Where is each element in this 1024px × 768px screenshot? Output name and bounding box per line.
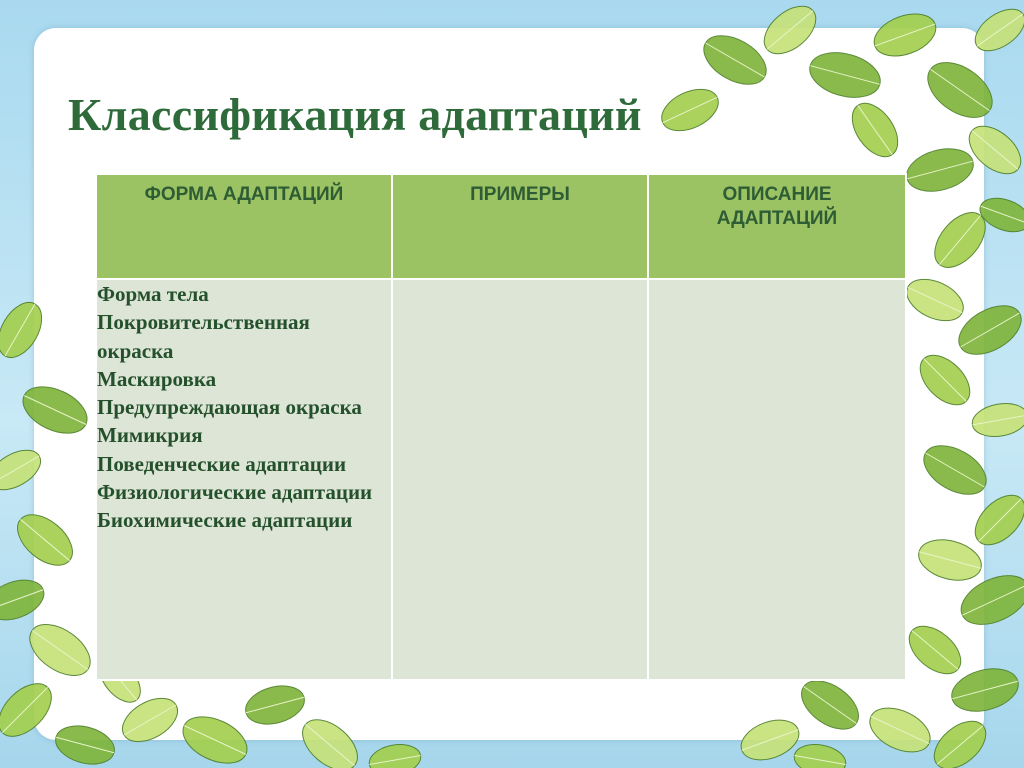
leaf bbox=[367, 741, 423, 768]
form-item: Поведенческие адаптации bbox=[97, 451, 347, 476]
form-item: Маскировка bbox=[97, 366, 217, 391]
leaf bbox=[792, 741, 848, 768]
form-item: Биохимические адаптации bbox=[97, 508, 353, 533]
header-form: ФОРМА АДАПТАЦИЙ bbox=[96, 174, 392, 279]
form-item: Мимикрия bbox=[97, 423, 203, 448]
form-item: Покровительственная окраска bbox=[97, 310, 310, 363]
leaf-vein bbox=[369, 755, 420, 764]
form-item: Форма тела bbox=[97, 282, 209, 306]
leaf-vein bbox=[977, 14, 1023, 46]
form-item: Предупреждающая окраска bbox=[97, 395, 362, 420]
examples-cell bbox=[392, 279, 648, 680]
header-examples: ПРИМЕРЫ bbox=[392, 174, 648, 279]
form-item: Физиологические адаптации bbox=[97, 480, 373, 505]
adaptation-table bbox=[95, 173, 907, 681]
leaf-vein bbox=[5, 304, 35, 356]
slide-title: Классификация адаптаций bbox=[68, 89, 642, 140]
description-cell bbox=[648, 279, 906, 680]
header-description bbox=[648, 174, 906, 279]
forms-cell bbox=[96, 279, 392, 680]
header-description-label: ОПИСАНИЕ АДАПТАЦИЙ bbox=[716, 184, 838, 229]
leaf-vein bbox=[981, 206, 1024, 224]
leaf-vein bbox=[794, 755, 845, 764]
leaf-vein bbox=[979, 499, 1021, 541]
